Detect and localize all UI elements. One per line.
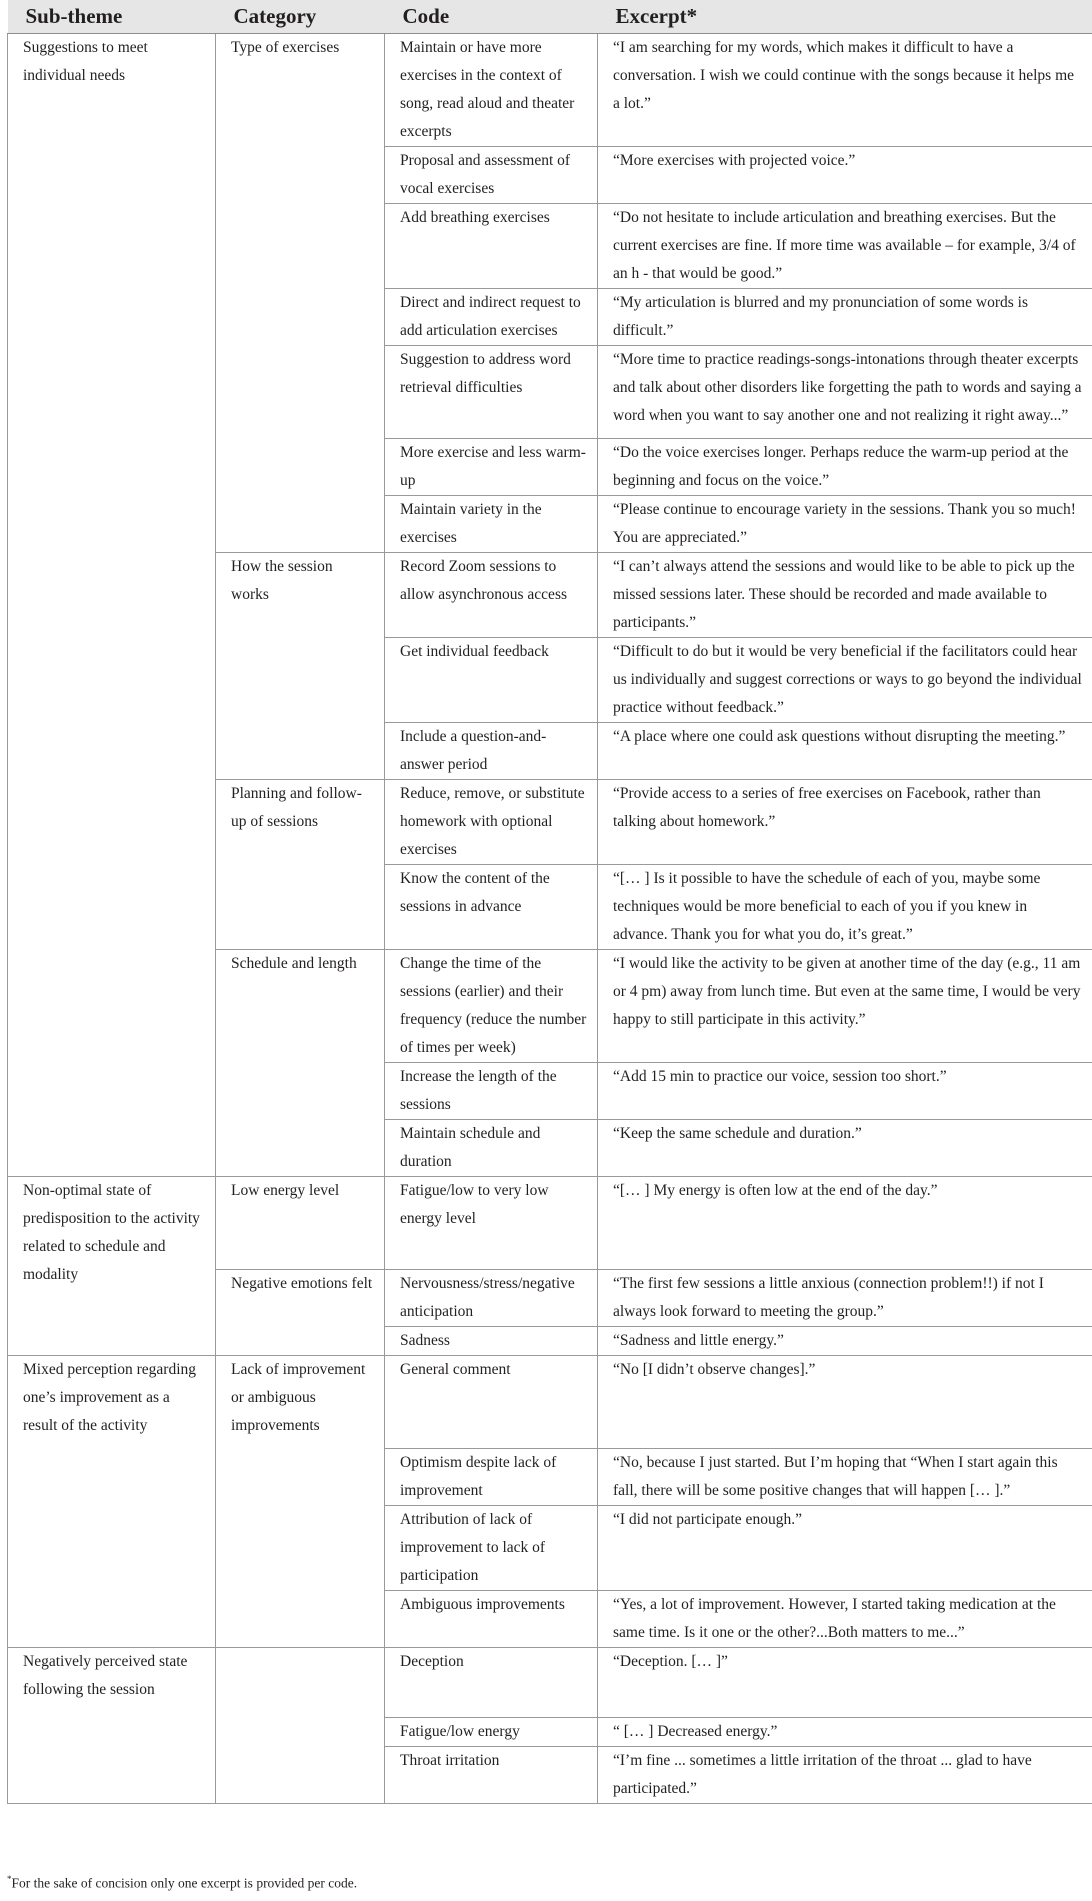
code-cell: Fatigue/low to very low energy level — [385, 1177, 598, 1270]
category-cell: Schedule and length — [216, 950, 385, 1177]
table-header-row — [8, 0, 1092, 34]
code-cell: Proposal and assessment of vocal exercises — [385, 147, 598, 204]
excerpt-cell: “No [I didn’t observe changes].” — [598, 1356, 1092, 1449]
excerpt-cell: “No, because I just started. But I’m hoping that “When I start again this fall, there will be some positive changes that will happen [… ].” — [598, 1449, 1092, 1506]
code-cell: Deception — [385, 1648, 598, 1718]
excerpt-cell: “My articulation is blurred and my pronunciation of some words is difficult.” — [598, 289, 1092, 346]
sub-theme-cell: Non-optimal state of predisposition to the activity related to schedule and modality — [8, 1177, 216, 1356]
excerpt-cell: “I’m fine ... sometimes a little irritation of the throat ... glad to have participated.” — [598, 1747, 1092, 1804]
code-cell: More exercise and less warm-up — [385, 439, 598, 496]
code-cell: Suggestion to address word retrieval difficulties — [385, 346, 598, 439]
excerpt-cell: “Provide access to a series of free exercises on Facebook, rather than talking about homework.” — [598, 780, 1092, 865]
excerpt-cell: “Do the voice exercises longer. Perhaps reduce the warm-up period at the beginning and focus on the voice.” — [598, 439, 1092, 496]
table-container — [7, 0, 1092, 1804]
excerpt-cell: “[… ] Is it possible to have the schedule of each of you, maybe some techniques would be more beneficial to each of you if you knew in advance. Thank you for what you do, it’s great.” — [598, 865, 1092, 950]
category-cell: Planning and follow-up of sessions — [216, 780, 385, 950]
excerpt-cell: “I can’t always attend the sessions and would like to be able to pick up the missed sessions later. These should be recorded and made available to participants.” — [598, 553, 1092, 638]
code-cell: Know the content of the sessions in advance — [385, 865, 598, 950]
code-cell: Change the time of the sessions (earlier) and their frequency (reduce the number of times per week) — [385, 950, 598, 1063]
header-code: Code — [385, 0, 598, 34]
code-cell: Include a question-and-answer period — [385, 723, 598, 780]
code-cell: Record Zoom sessions to allow asynchronous access — [385, 553, 598, 638]
table-body — [8, 34, 1092, 1804]
excerpt-cell: “I did not participate enough.” — [598, 1506, 1092, 1591]
table-row — [8, 1648, 1092, 1718]
category-cell: Low energy level — [216, 1177, 385, 1270]
excerpt-cell: “A place where one could ask questions without disrupting the meeting.” — [598, 723, 1092, 780]
excerpt-cell: “Sadness and little energy.” — [598, 1327, 1092, 1356]
table-row — [8, 1177, 1092, 1270]
code-cell: Direct and indirect request to add articulation exercises — [385, 289, 598, 346]
code-cell: General comment — [385, 1356, 598, 1449]
themes-table — [7, 0, 1092, 1804]
code-cell: Attribution of lack of improvement to lack of participation — [385, 1506, 598, 1591]
code-cell: Maintain or have more exercises in the context of song, read aloud and theater excerpts — [385, 34, 598, 147]
excerpt-cell: “I am searching for my words, which makes it difficult to have a conversation. I wish we could continue with the songs because it helps me a lot.” — [598, 34, 1092, 147]
category-cell: Lack of improvement or ambiguous improvements — [216, 1356, 385, 1648]
excerpt-cell: “Keep the same schedule and duration.” — [598, 1120, 1092, 1177]
excerpt-cell: “More exercises with projected voice.” — [598, 147, 1092, 204]
sub-theme-cell: Negatively perceived state following the session — [8, 1648, 216, 1804]
table-row — [8, 34, 1092, 147]
excerpt-cell: “[… ] My energy is often low at the end of the day.” — [598, 1177, 1092, 1270]
code-cell: Ambiguous improvements — [385, 1591, 598, 1648]
table-footnote — [7, 1874, 357, 1892]
code-cell: Sadness — [385, 1327, 598, 1356]
footnote-mark: * — [7, 1874, 12, 1884]
sub-theme-cell: Suggestions to meet individual needs — [8, 34, 216, 1177]
category-cell: Type of exercises — [216, 34, 385, 553]
excerpt-cell: “The first few sessions a little anxious (connection problem!!) if not I always look forward to meeting the group.” — [598, 1270, 1092, 1327]
excerpt-cell: “Yes, a lot of improvement. However, I started taking medication at the same time. Is it one or the other?...Both matters to me...” — [598, 1591, 1092, 1648]
code-cell: Optimism despite lack of improvement — [385, 1449, 598, 1506]
footnote-text: For the sake of concision only one excerpt is provided per code. — [11, 1875, 358, 1891]
excerpt-cell: “Do not hesitate to include articulation and breathing exercises. But the current exercises are fine. If more time was available – for example, 3/4 of an h - that would be good.” — [598, 204, 1092, 289]
header-category: Category — [216, 0, 385, 34]
category-cell: Negative emotions felt — [216, 1270, 385, 1356]
code-cell: Get individual feedback — [385, 638, 598, 723]
excerpt-cell: “ [… ] Decreased energy.” — [598, 1718, 1092, 1747]
header-excerpt: Excerpt* — [598, 0, 1092, 34]
excerpt-cell: “More time to practice readings-songs-intonations through theater excerpts and talk about other disorders like forgetting the path to words and saying a word when you want to say another one and not realizing it right away...” — [598, 346, 1092, 439]
excerpt-cell: “Add 15 min to practice our voice, session too short.” — [598, 1063, 1092, 1120]
code-cell: Fatigue/low energy — [385, 1718, 598, 1747]
code-cell: Maintain schedule and duration — [385, 1120, 598, 1177]
category-cell — [216, 1648, 385, 1804]
table-row — [8, 1356, 1092, 1449]
code-cell: Nervousness/stress/negative anticipation — [385, 1270, 598, 1327]
excerpt-cell: “Deception. [… ]” — [598, 1648, 1092, 1718]
header-sub-theme: Sub-theme — [8, 0, 216, 34]
excerpt-cell: “Difficult to do but it would be very beneficial if the facilitators could hear us individually and suggest corrections or ways to go beyond the individual practice without feedback.” — [598, 638, 1092, 723]
code-cell: Reduce, remove, or substitute homework with optional exercises — [385, 780, 598, 865]
excerpt-cell: “I would like the activity to be given at another time of the day (e.g., 11 am or 4 pm) away from lunch time. But even at the same time, I would be very happy to still participate in this activity.” — [598, 950, 1092, 1063]
category-cell: How the session works — [216, 553, 385, 780]
code-cell: Throat irritation — [385, 1747, 598, 1804]
sub-theme-cell: Mixed perception regarding one’s improvement as a result of the activity — [8, 1356, 216, 1648]
excerpt-cell: “Please continue to encourage variety in the sessions. Thank you so much! You are appreciated.” — [598, 496, 1092, 553]
code-cell: Increase the length of the sessions — [385, 1063, 598, 1120]
code-cell: Add breathing exercises — [385, 204, 598, 289]
code-cell: Maintain variety in the exercises — [385, 496, 598, 553]
